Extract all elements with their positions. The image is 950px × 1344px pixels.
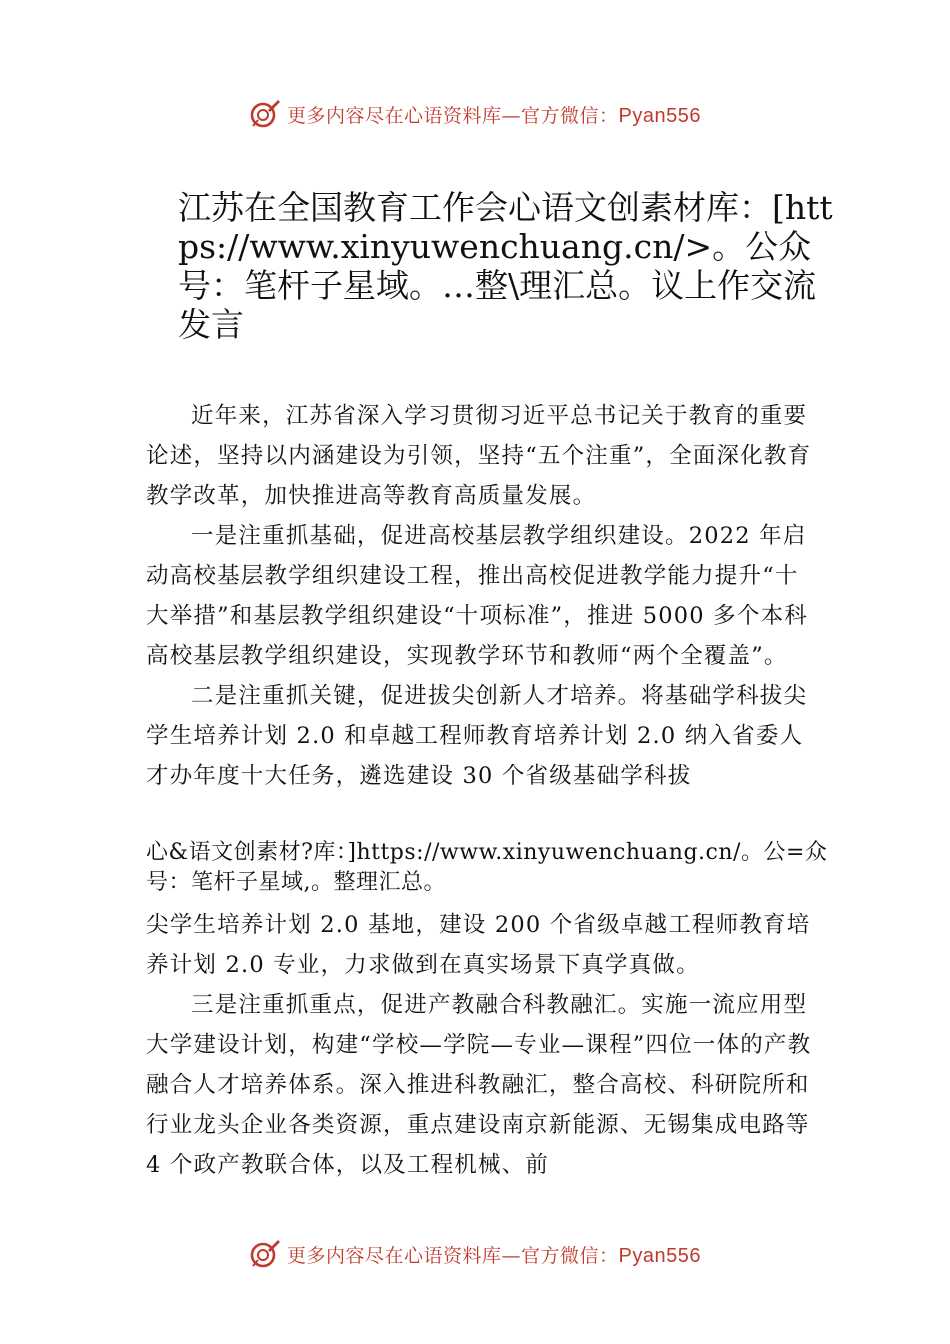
inline-watermark: 心&语文创素材?库：]https://www.xinyuwenchuang.cn/。公=众号：笔杆子星域,。整理汇总。 xyxy=(146,840,828,895)
pen-nib-seal-icon xyxy=(249,98,281,130)
footer-wechat-id: Pyan556 xyxy=(618,1244,701,1267)
header-brand xyxy=(249,98,701,130)
header-banner-text: 更多内容尽在心语资料库—官方微信：Pyan556 xyxy=(287,104,701,127)
header-banner xyxy=(0,96,950,132)
footer-banner-text: 更多内容尽在心语资料库—官方微信：Pyan556 xyxy=(287,1244,701,1267)
footer-brand xyxy=(249,1238,701,1270)
body-section-upper xyxy=(146,396,816,796)
body-section-lower xyxy=(146,905,816,1185)
document-title: 江苏在全国教育工作会心语文创素材库：[https://www.xinyuwenchuang.cn/>。公众号：笔杆子星域。…整\理汇总。议上作交流发言 xyxy=(178,188,833,344)
footer-banner xyxy=(0,1236,950,1272)
paragraph: 一是注重抓基础，促进高校基层教学组织建设。2022 年启动高校基层教学组织建设工程，推出高校促进教学能力提升“十大举措”和基层教学组织建设“十项标准”，推进 5000 多个本科高校基层教学组织建设，实现教学环节和教师“两个全覆盖”。 xyxy=(146,523,808,669)
pen-nib-seal-icon xyxy=(249,1238,281,1270)
paragraph: 二是注重抓关键，促进拔尖创新人才培养。将基础学科拔尖学生培养计划 2.0 和卓越工程师教育培养计划 2.0 纳入省委人才办年度十大任务，遴选建设 30 个省级基础学科拔 xyxy=(146,683,808,789)
paragraph: 三是注重抓重点，促进产教融合科教融汇。实施一流应用型大学建设计划，构建“学校—学院—专业—课程”四位一体的产教融合人才培养体系。深入推进科教融汇，整合高校、科研院所和行业龙头企业各类资源，重点建设南京新能源、无锡集成电路等 4 个政产教联合体，以及工程机械、前 xyxy=(146,992,812,1178)
paragraph: 近年来，江苏省深入学习贯彻习近平总书记关于教育的重要论述，坚持以内涵建设为引领，坚持“五个注重”，全面深化教育教学改革，加快推进高等教育高质量发展。 xyxy=(146,403,812,509)
paragraph: 尖学生培养计划 2.0 基地，建设 200 个省级卓越工程师教育培养计划 2.0 专业，力求做到在真实场景下真学真做。 xyxy=(146,912,811,978)
header-wechat-id: Pyan556 xyxy=(618,104,701,127)
